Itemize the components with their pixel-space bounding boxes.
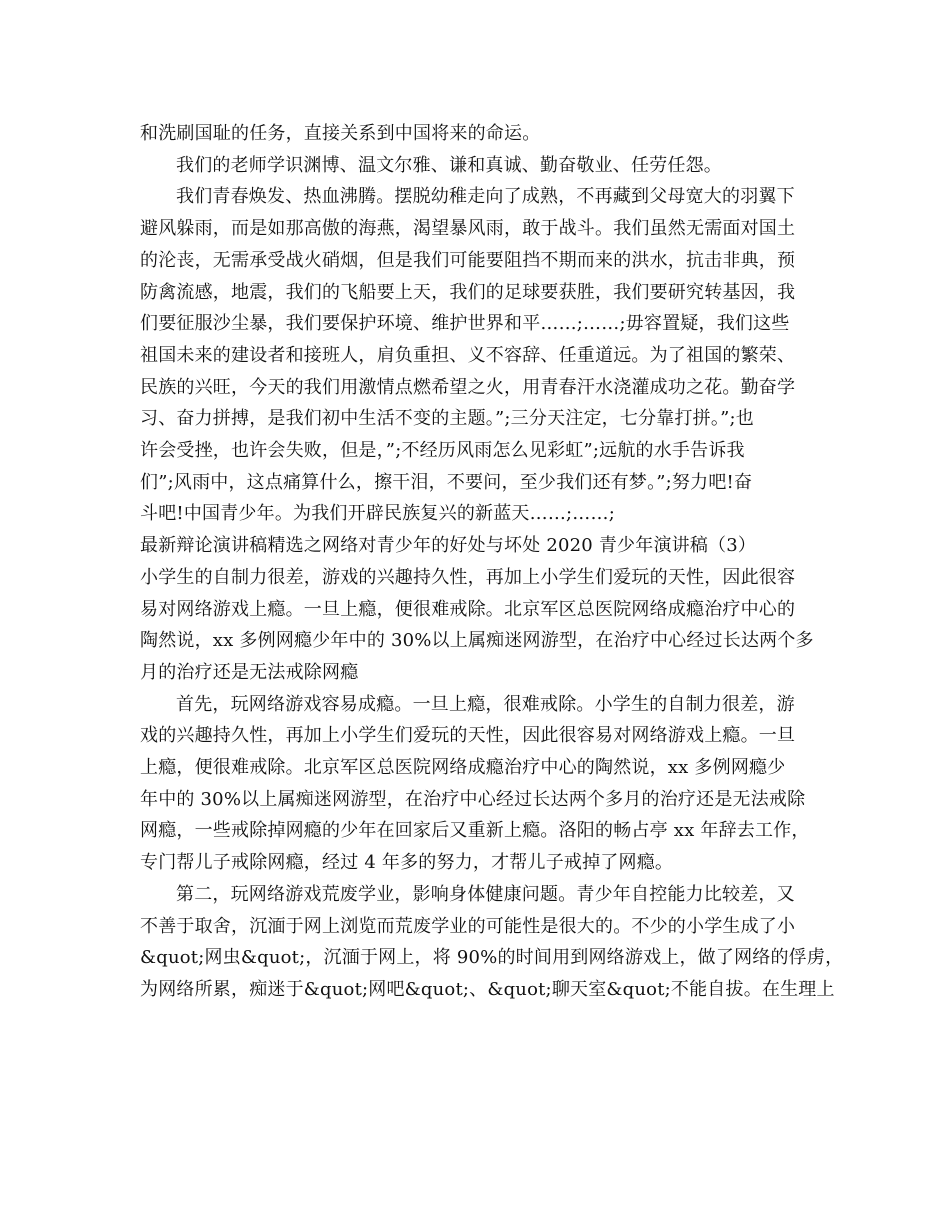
text-line: 和洗刷国耻的任务，直接关系到中国将来的命运。 — [140, 123, 541, 144]
text-line: &quot;网虫&quot;，沉湎于网上，将 90%的时间用到网络游戏上，做了网络的俘虏， — [140, 947, 844, 969]
text-line: 月的治疗还是无法戒除网瘾 — [140, 661, 359, 683]
document-body — [140, 118, 844, 1006]
text-line: 上瘾，便很难戒除。北京军区总医院网络成瘾治疗中心的陶然说，xx 多例网瘾少 — [140, 757, 786, 779]
text-line: 第二，玩网络游戏荒废学业，影响身体健康问题。青少年自控能力比较差，又 — [176, 883, 795, 905]
text-line: 戏的兴趣持久性，再加上小学生们爱玩的天性，因此很容易对网络游戏上瘾。一旦 — [140, 725, 796, 747]
text-line: 年中的 30%以上属痴迷网游型，在治疗中心经过长达两个多月的治疗还是无法戒除 — [140, 788, 806, 810]
text-line: 祖国未来的建设者和接班人，肩负重担、义不容辞、任重道远。为了祖国的繁荣、 — [140, 344, 796, 366]
text-line: 民族的兴旺，今天的我们用激情点燃希望之火，用青春汗水浇灌成功之花。勤奋学 — [140, 376, 796, 398]
text-line: 们”;风雨中，这点痛算什么，擦干泪，不要问，至少我们还有梦。”;努力吧!奋 — [140, 471, 753, 493]
text-line: 们要征服沙尘暴，我们要保护环境、维护世界和平……;……;毋容置疑，我们这些 — [140, 313, 790, 335]
text-line: 许会受挫，也许会失败，但是，”;不经历风雨怎么见彩虹”;远航的水手告诉我 — [140, 440, 745, 462]
text-line: 习、奋力拼搏，是我们初中生活不变的主题。”;三分天注定，七分靠打拼。”;也 — [140, 408, 754, 430]
text-line: 斗吧!中国青少年。为我们开辟民族复兴的新蓝天……;……; — [140, 503, 615, 525]
text-line: 首先，玩网络游戏容易成瘾。一旦上瘾，很难戒除。小学生的自制力很差，游 — [176, 693, 795, 715]
text-line: 网瘾，一些戒除掉网瘾的少年在回家后又重新上瘾。洛阳的畅占亭 xx 年辞去工作， — [140, 820, 810, 842]
text-line: 为网络所累，痴迷于&quot;网吧&quot;、&quot;聊天室&quot;不能自拔。在生理上 — [140, 978, 835, 1000]
text-line: 我们青春焕发、热血沸腾。摆脱幼稚走向了成熟，不再藏到父母宽大的羽翼下 — [176, 186, 795, 208]
text-line: 最新辩论演讲稿精选之网络对青少年的好处与坏处 2020 青少年演讲稿（3） — [140, 535, 757, 557]
text-line: 防禽流感，地震，我们的飞船要上天，我们的足球要获胜，我们要研究转基因，我 — [140, 281, 796, 303]
text-line: 的沦丧，无需承受战火硝烟，但是我们可能要阻挡不期而来的洪水，抗击非典，预 — [140, 249, 796, 271]
text-line: 陶然说，xx 多例网瘾少年中的 30%以上属痴迷网游型，在治疗中心经过长达两个多 — [140, 630, 814, 652]
text-line: 专门帮儿子戒除网瘾，经过 4 年多的努力，才帮儿子戒掉了网瘾。 — [140, 852, 674, 874]
text-line: 不善于取舍，沉湎于网上浏览而荒废学业的可能性是很大的。不少的小学生成了小 — [140, 915, 796, 937]
text-line: 我们的老师学识渊博、温文尔雅、谦和真诚、勤奋敬业、任劳任怨。 — [176, 154, 722, 176]
text-line: 易对网络游戏上瘾。一旦上瘾，便很难戒除。北京军区总医院网络成瘾治疗中心的 — [140, 598, 796, 620]
text-line: 小学生的自制力很差，游戏的兴趣持久性，再加上小学生们爱玩的天性，因此很容 — [140, 566, 796, 588]
text-line: 避风躲雨，而是如那高傲的海燕，渴望暴风雨，敢于战斗。我们虽然无需面对国土 — [140, 218, 796, 240]
